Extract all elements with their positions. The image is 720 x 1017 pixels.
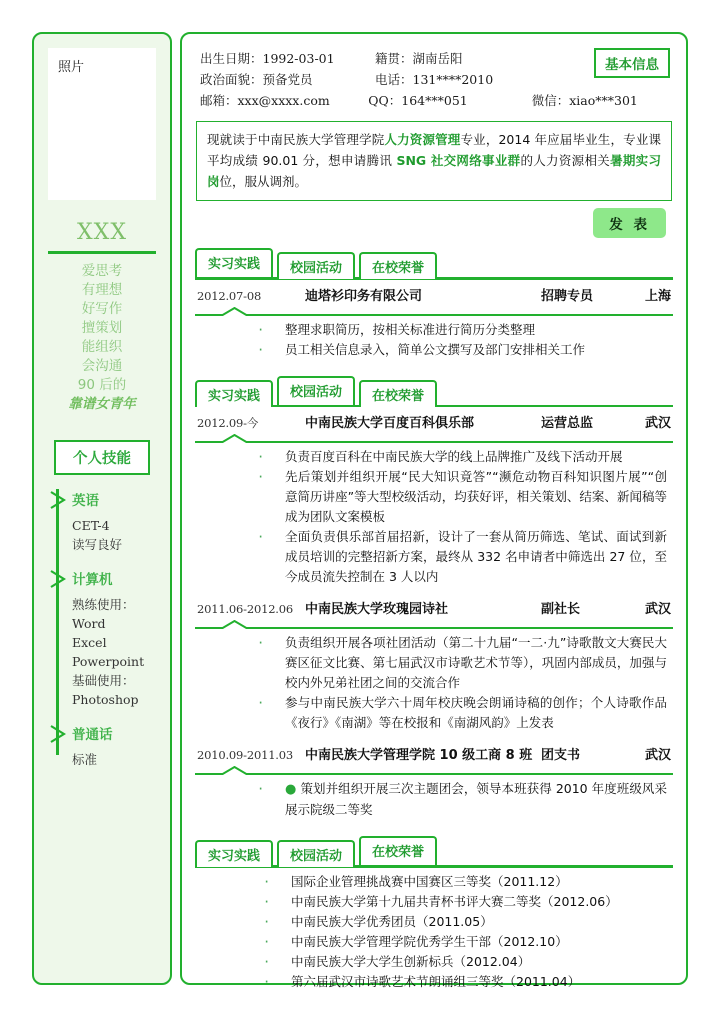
skill-item: 标准 (72, 752, 98, 767)
name-divider (48, 251, 156, 254)
birth-date: 出生日期：1992-03-01 (200, 51, 335, 66)
bullet-item (195, 467, 667, 527)
bullet-dot-icon: · (258, 448, 263, 466)
phone: 电话：131****2010 (375, 72, 494, 87)
skill-item: CET-4 (72, 518, 110, 533)
bullet-dot-icon: · (258, 528, 263, 546)
skill-group-label: 英语 (72, 493, 99, 509)
chevron-right-icon (50, 725, 66, 743)
bullet-dot-icon: · (264, 932, 269, 951)
intro-highlight-department: SNG 社交网络事业群 (396, 153, 521, 168)
tab-row (195, 248, 673, 277)
bullet-dot-icon: · (258, 780, 263, 798)
entry-bullets (195, 316, 673, 366)
peak-divider (195, 434, 673, 443)
entry-organization: 中南民族大学玫瑰园诗社 (305, 602, 449, 617)
entry-role: 运营总监 (541, 416, 594, 431)
bullet-text: 员工相关信息录入，简单公文撰写及部门安排相关工作 (285, 341, 586, 357)
bullet-text: 中南民族大学优秀团员（2011.05） (291, 913, 493, 929)
bullet-item (195, 952, 667, 972)
chevron-right-icon (50, 491, 66, 509)
entry-organization: 中南民族大学管理学院 10 级工商 8 班 (305, 748, 533, 763)
entry-organization: 迪塔衫印务有限公司 (305, 288, 423, 304)
basic-info-block (192, 42, 676, 115)
peak-divider (195, 620, 673, 629)
trait-item: 擅策划 (81, 320, 123, 336)
photo-placeholder-label: 照片 (58, 60, 85, 75)
tab-campus[interactable]: 校园活动 (277, 840, 355, 867)
sidebar (32, 32, 172, 985)
candidate-name: XXX (77, 220, 127, 245)
bullet-text: 整理求职简历，按相关标准进行简历分类整理 (285, 321, 536, 337)
entry-role: 招聘专员 (541, 288, 594, 304)
publish-row (196, 201, 672, 238)
tab-internship[interactable]: 实习实践 (195, 840, 273, 867)
entry-date: 2011.06-2012.06 (197, 602, 293, 616)
intro-text-box (196, 121, 672, 201)
entry-role: 副社长 (541, 602, 581, 617)
info-row (200, 90, 676, 111)
qq: QQ：164***051 (368, 93, 468, 108)
bullet-dot-icon: · (258, 468, 263, 486)
skill-item: 熟练使用： (72, 597, 135, 612)
publish-button[interactable]: 发 表 (593, 208, 666, 238)
peak-divider (195, 307, 673, 316)
basic-info-badge: 基本信息 (594, 48, 670, 78)
intro-part-4: 位，服从调剂。 (219, 174, 308, 189)
skill-item: 读写良好 (72, 537, 123, 552)
entry-location: 武汉 (644, 416, 671, 431)
skill-item: Powerpoint (72, 654, 145, 669)
bullet-text: 全面负责俱乐部首届招新，设计了一套从简历筛选、笔试、面试到新成员培训的完整招新方案，最终从 332 名申请者中筛选出 27 位，至今成员流失控制在 3 人以内 (285, 529, 667, 584)
tab-block-honors (192, 836, 676, 868)
trait-item-highlight: 靠谱女青年 (68, 396, 136, 412)
entry-internship-1 (192, 280, 676, 366)
bullet-item (195, 932, 667, 952)
skills-rail-line (56, 489, 59, 755)
bullet-dot-icon: · (264, 972, 269, 991)
entry-header (195, 407, 673, 434)
skill-group-mandarin (72, 723, 162, 769)
entry-header (195, 280, 673, 307)
entry-header (195, 739, 673, 766)
trait-list (42, 262, 162, 414)
entry-role: 团支书 (541, 748, 581, 763)
bullet-item (195, 872, 667, 892)
bullet-text (285, 779, 667, 820)
bullet-item (195, 693, 667, 733)
bullet-item (195, 527, 667, 587)
entry-date: 2010.09-2011.03 (197, 748, 293, 762)
entry-campus-2 (192, 593, 676, 739)
bullet-dot-icon: · (264, 892, 269, 911)
entry-bullets (195, 629, 673, 739)
bullet-text: 负责百度百科在中南民族大学的线上品牌推广及线下活动开展 (285, 449, 623, 464)
intro-part-3: 的人力资源相关 (520, 153, 611, 168)
bullet-text: 负责组织开展各项社团活动（第二十九届“一二·九”诗歌散文大赛民大赛区征文比赛、第七届武汉市诗歌艺术节等），巩固内部成员，加强与校内外兄弟社团之间的交流合作 (285, 635, 667, 690)
bullet-dot-icon: · (258, 320, 263, 339)
tab-honors[interactable]: 在校荣誉 (359, 836, 437, 865)
trait-item: 会沟通 (81, 358, 123, 374)
tab-campus[interactable]: 校园活动 (277, 252, 355, 279)
tab-honors[interactable]: 在校荣誉 (359, 252, 437, 279)
email: 邮箱：xxx@xxxx.com (200, 93, 330, 108)
bullet-item (195, 912, 667, 932)
entry-header (195, 593, 673, 620)
entry-bullets (195, 443, 673, 593)
skill-item: Word (72, 616, 106, 631)
intro-highlight-major: 人力资源管理 (384, 132, 461, 147)
trait-item: 好写作 (81, 301, 123, 317)
honors-list (192, 868, 676, 998)
bullet-item (195, 779, 667, 820)
tab-row (195, 836, 673, 865)
bullet-text: 国际企业管理挑战赛中国赛区三等奖（2011.12） (291, 873, 568, 889)
trait-item: 能组织 (81, 339, 123, 355)
bullet-text-inner: 策划并组织开展三次主题团会，领导本班获得 2010 年度班级风采展示院级二等奖 (285, 781, 668, 817)
tab-internship[interactable]: 实习实践 (195, 380, 273, 407)
entry-organization: 中南民族大学百度百科俱乐部 (305, 416, 475, 431)
skill-item: 基础使用： (72, 673, 135, 688)
entry-location: 武汉 (644, 602, 671, 617)
intro-part-1: 现就读于中南民族大学管理学院 (207, 132, 385, 147)
entry-date: 2012.09-今 (197, 416, 259, 430)
bullet-dot-icon: · (264, 872, 269, 891)
intro-part-2: 专业，2014 年应届毕业生，专业课平均成绩 90.01 分，想申请腾讯 (207, 132, 661, 168)
bullet-dot-icon: · (258, 340, 263, 359)
skill-group-label: 普通话 (72, 727, 113, 743)
bullet-dot-icon: · (264, 912, 269, 931)
entry-location: 武汉 (644, 748, 671, 763)
bullet-dot-icon: · (258, 694, 263, 712)
bullet-item (195, 972, 667, 992)
trait-item: 爱思考 (81, 263, 123, 279)
intro-section (192, 121, 676, 238)
bullet-text: 第六届武汉市诗歌艺术节朗诵组三等奖（2011.04） (291, 973, 581, 989)
trait-item: 有理想 (81, 282, 123, 298)
bullet-dot-icon: · (264, 952, 269, 971)
political-status: 政治面貌：预备党员 (200, 72, 313, 87)
bullet-item (195, 447, 667, 467)
skill-group-label: 计算机 (72, 572, 113, 588)
entry-date: 2012.07-08 (197, 288, 262, 303)
skills-rail (42, 489, 162, 769)
honors-bullets (195, 868, 673, 998)
bullet-text: 参与中南民族大学六十周年校庆晚会朗诵诗稿的创作；个人诗歌作品《夜行》《南湖》等在校报和《南湖风韵》上发表 (285, 695, 667, 730)
bullet-item (195, 892, 667, 912)
tab-honors[interactable]: 在校荣誉 (359, 380, 437, 407)
wechat: 微信：xiao***301 (531, 93, 638, 108)
skill-group-english (72, 489, 162, 554)
bullet-item (195, 633, 667, 693)
chevron-right-icon (50, 570, 66, 588)
skills-section-title: 个人技能 (54, 440, 150, 475)
photo-placeholder[interactable] (48, 48, 156, 200)
entry-location: 上海 (644, 288, 671, 304)
tab-row (195, 376, 673, 405)
bullet-text: 中南民族大学大学生创新标兵（2012.04） (291, 953, 531, 969)
inner-bullet-icon: ● (285, 782, 297, 797)
entry-bullets (195, 775, 673, 826)
skill-item: Excel (72, 635, 107, 650)
bullet-text: 先后策划并组织开展“民大知识竟答”“濒危动物百科知识图片展”“创意简历讲座”等大型校级活动，均获好评，相关策划、结案、新闻稿等成为团队文案模板 (285, 469, 667, 524)
bullet-text: 中南民族大学第十九届共青杯书评大赛二等奖（2012.06） (291, 893, 618, 909)
tab-campus[interactable]: 校园活动 (277, 376, 355, 405)
entry-campus-3 (192, 739, 676, 826)
trait-item: 90 后的 (77, 377, 127, 393)
skill-group-computer (72, 568, 162, 709)
bullet-item (195, 320, 667, 340)
tab-block-internship (192, 248, 676, 280)
bullet-text: 中南民族大学管理学院优秀学生干部（2012.10） (291, 933, 568, 949)
bullet-item (195, 340, 667, 360)
peak-divider (195, 766, 673, 775)
tab-internship[interactable]: 实习实践 (195, 248, 273, 277)
tab-block-campus (192, 376, 676, 408)
hometown: 籍贯：湖南岳阳 (375, 51, 463, 66)
main-content (180, 32, 688, 991)
bullet-dot-icon: · (258, 634, 263, 652)
entry-campus-1 (192, 407, 676, 593)
intro-highlight-position: 暑期实习岗 (207, 153, 661, 189)
skill-item: Photoshop (72, 692, 139, 707)
